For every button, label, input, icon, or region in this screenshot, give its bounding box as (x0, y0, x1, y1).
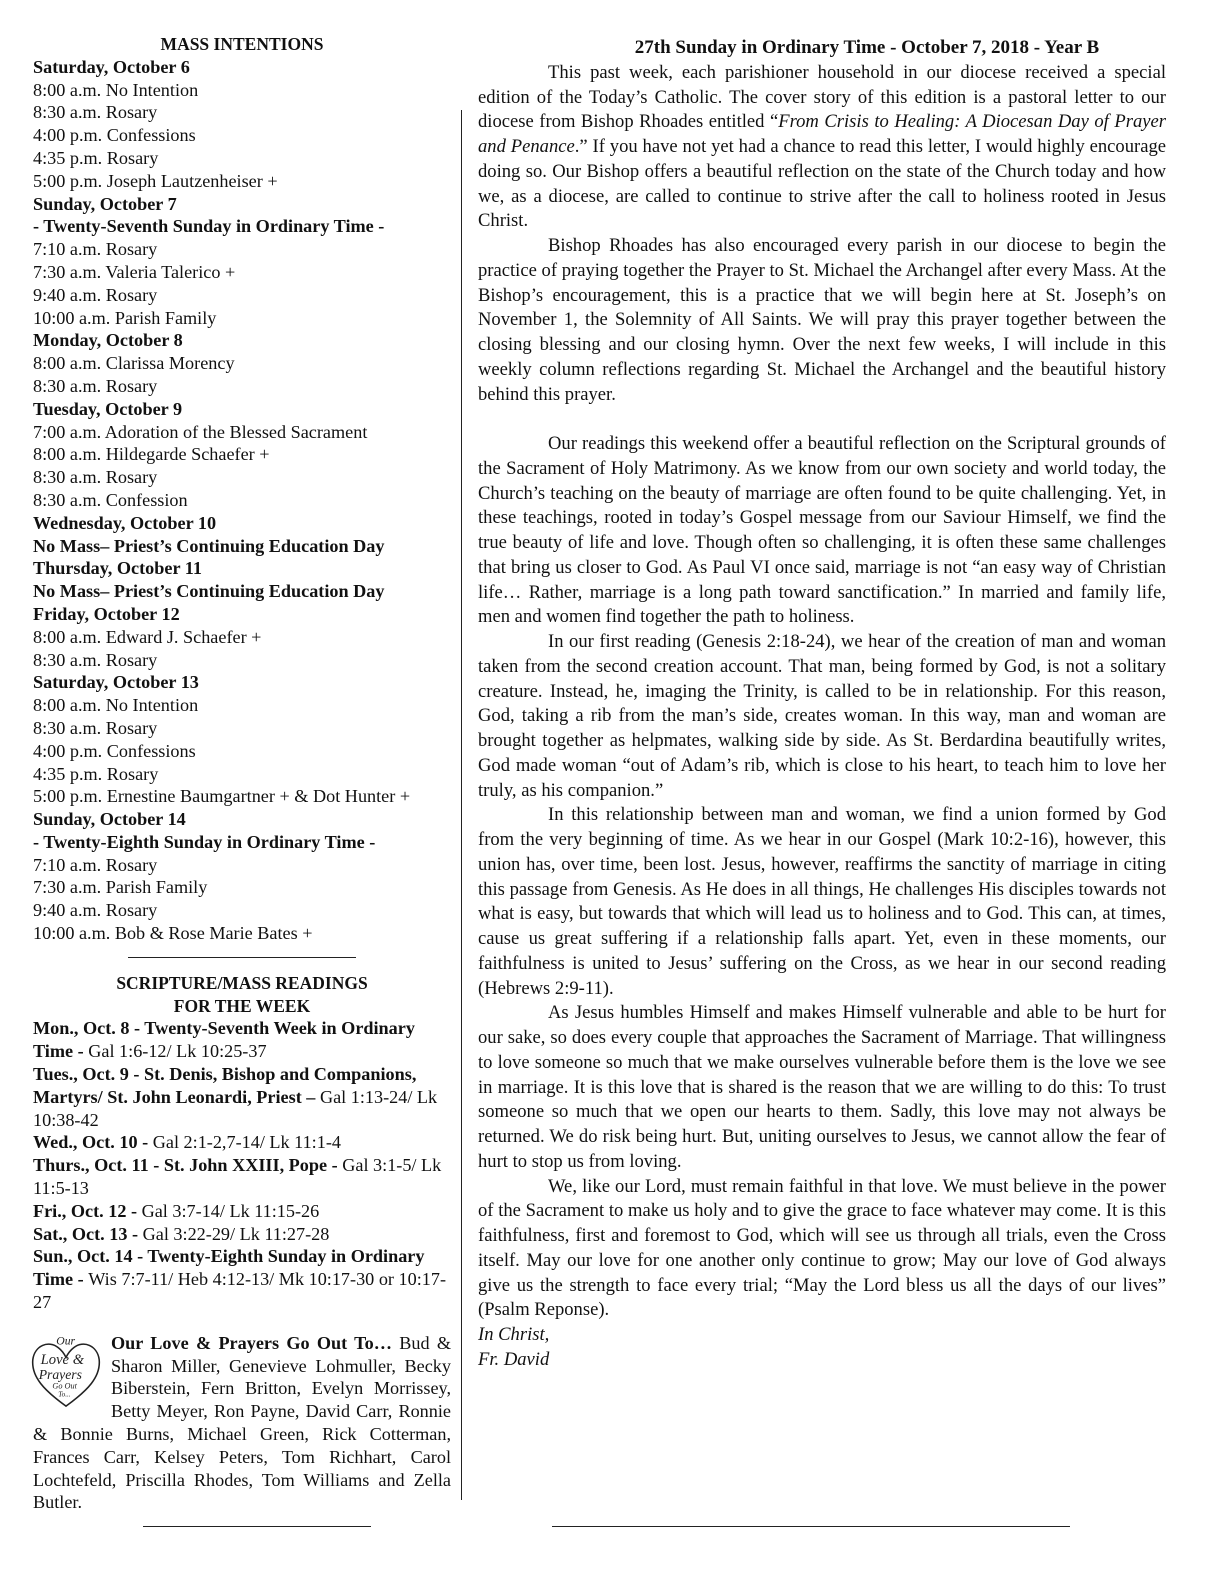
prayers-lead: Our Love & Prayers Go Out To… (111, 1332, 392, 1353)
paragraph-1-b: .” If you have not yet had a chance to read this letter, I would highly encourage doing so. Our Bishop offers a beautiful reflection on the state of the Church today and how we, as a diocese, are called to continue to strive after the call to holiness rooted in Jesus Christ. (478, 136, 1166, 232)
paragraph-2: Bishop Rhoades has also encouraged every parish in our diocese to begin the practice of praying together the Prayer to St. Michael the Archangel after every Mass. At the Bishop’s encouragement, this is a practice that we will begin here at St. Joseph’s on November 1, the Solemnity of All Saints. We will pray this prayer together between the closing blessing and our closing hymn. Over the next few weeks, I will include in this weekly column reflections regarding St. Michael the Archangel and the beautiful history behind this prayer. (478, 235, 1166, 405)
intention-entry: 8:00 a.m. Clarissa Morency (33, 353, 235, 374)
intention-heading: Sunday, October 7 (33, 193, 177, 214)
column-title: 27th Sunday in Ordinary Time - October 7, 2018 - Year B (634, 37, 1100, 58)
paragraph-7: We, like our Lord, must remain faithful in that love. We must believe in the power of the Sacrament to make us holy and to give the grace to face whatever may come. It is this faithfulness, first and foremost to God, which will see us through all trials, even the Cross itself. May our love for one another only continue to grow; May our love of God always give us the strength to face every trial; “May the Lord bless us all the days of our lives” (Psalm Reponse). (478, 1175, 1166, 1321)
reading-item (33, 1200, 451, 1223)
intention-heading: Sunday, October 14 (33, 809, 186, 830)
intention-entry: 10:00 a.m. Parish Family (33, 307, 217, 328)
logo-text-to: To... (58, 1389, 71, 1399)
right-bottom-divider (552, 1526, 1070, 1527)
reading-refs: Gal 3:1-5/ Lk 11:5-13 (33, 1155, 442, 1199)
intention-entry: 4:35 p.m. Rosary (33, 763, 159, 784)
reading-day: Mon., Oct. 8 - Twenty-Seventh Week in Ordinary Time - (33, 1018, 415, 1062)
logo-text-prayers: Prayers (38, 1366, 82, 1382)
intention-entry: 7:10 a.m. Rosary (33, 854, 158, 875)
logo-text-our: Our (56, 1334, 76, 1348)
mass-intentions-title: MASS INTENTIONS (160, 34, 324, 54)
intention-entry: 8:30 a.m. Rosary (33, 717, 158, 738)
intention-entry: 7:30 a.m. Parish Family (33, 877, 208, 898)
logo-text-go-out: Go Out (52, 1381, 77, 1391)
readings-title: SCRIPTURE/MASS READINGS (116, 972, 368, 993)
reading-day: Wed., Oct. 10 - (33, 1132, 153, 1153)
intention-heading: - Twenty-Eighth Sunday in Ordinary Time - (33, 831, 376, 852)
intention-entry: 10:00 a.m. Bob & Rose Marie Bates + (33, 923, 313, 944)
reading-item (33, 1131, 451, 1154)
reading-refs: Wis 7:7-11/ Heb 4:12-13/ Mk 10:17-30 or 10:17-27 (33, 1269, 446, 1313)
reading-item (33, 1017, 451, 1063)
love-prayers-heart-icon (27, 1334, 105, 1412)
intention-entry: 8:00 a.m. No Intention (33, 79, 199, 100)
intention-heading: Wednesday, October 10 (33, 512, 217, 533)
intention-heading: Thursday, October 11 (33, 558, 202, 579)
intention-entry: 9:40 a.m. Rosary (33, 284, 158, 305)
paragraph-4: In our first reading (Genesis 2:18-24), we hear of the creation of man and woman taken from the second creation account. That man, being formed by God, is not a solitary creature. Instead, he, imaging the Trinity, is called to be in relationship. For this reason, God, taking a rib from the man’s side, creates woman. In this way, man and woman are brought together as helpmates, walking side by side. As St. Berdardina beautifully writes, God made woman “out of Adam’s rib, which is close to his heart, to teach him to love her truly, as his companion.” (478, 631, 1166, 801)
intention-heading: Saturday, October 13 (33, 672, 199, 693)
readings-subtitle: FOR THE WEEK (173, 995, 311, 1016)
letter-title: From Crisis to Healing: A Diocesan Day of Prayer and Penance (478, 111, 1166, 157)
reading-refs: Gal 2:1-2,7-14/ Lk 11:1-4 (152, 1132, 341, 1153)
signature: Fr. David (478, 1348, 550, 1370)
reading-day: Sat., Oct. 13 - (33, 1223, 143, 1244)
intention-entry: 8:00 a.m. No Intention (33, 695, 199, 716)
intention-entry: 8:00 a.m. Hildegarde Schaefer + (33, 444, 270, 465)
reading-refs: Gal 1:6-12/ Lk 10:25-37 (88, 1041, 267, 1062)
reading-item (33, 1063, 451, 1131)
intention-heading: No Mass– Priest’s Continuing Education Day (33, 535, 385, 556)
reading-refs: Gal 3:7-14/ Lk 11:15-26 (141, 1200, 320, 1221)
intention-entry: 8:30 a.m. Rosary (33, 467, 158, 488)
intention-entry: 7:00 a.m. Adoration of the Blessed Sacrament (33, 421, 368, 442)
intention-entry: 4:00 p.m. Confessions (33, 125, 196, 146)
reading-item (33, 1223, 451, 1246)
left-bottom-divider (143, 1526, 371, 1527)
paragraph-5: In this relationship between man and woman, we find a union formed by God from the very beginning of time. As we hear in our Gospel (Mark 10:2-16), however, this union has, over time, been lost. Jesus, however, reaffirms the sanctity of marriage in citing this passage from Genesis. As He does in all things, He challenges His disciples towards not what is easy, but towards that which will lead us to holiness and to God. This can, at times, cause us great suffering if a relationship falls apart. Yet, even in these moments, our faithfulness is united to Jesus’ suffering on the Cross, as we hear in our second reading (Hebrews 2:9-11). (478, 804, 1166, 999)
prayers-names: Bud & Sharon Miller, Genevieve Lohmuller, Becky Biberstein, Fern Britton, Evelyn Morrissey, Betty Meyer, Ron Payne, David Carr, Ronnie & Bonnie Burns, Michael Green, Rick Cotterman, Frances Carr, Kelsey Peters, Tom Richhart, Carol Lochtefeld, Priscilla Rhodes, Tom Williams and Zella Butler. (33, 1332, 451, 1513)
intention-heading: Saturday, October 6 (33, 56, 190, 77)
intention-entry: 4:35 p.m. Rosary (33, 147, 159, 168)
column-divider (461, 110, 462, 1500)
intention-entry: 8:30 a.m. Confession (33, 489, 188, 510)
reading-day: Thurs., Oct. 11 - St. John XXIII, Pope - (33, 1155, 343, 1176)
reading-day: Fri., Oct. 12 - (33, 1200, 142, 1221)
paragraph-3: Our readings this weekend offer a beautiful reflection on the Scriptural grounds of the Sacrament of Holy Matrimony. As we know from our own society and world today, the Church’s teaching on the beauty of marriage are often found to be quite challenging. Yet, in these teachings, rooted in today’s Gospel message from our Saviour Himself, we find the true beauty of life and love. Though often so challenging, it is often these same challenges that bring us closer to God. As Paul VI once said, marriage is not “an easy way of Christian life… Rather, marriage is a long path toward sanctification.” In married and family life, men and women find together the path to holiness. (478, 433, 1166, 628)
logo-text-love: Love & (40, 1352, 85, 1369)
pastor-column (478, 36, 1166, 1373)
intention-entry: 8:00 a.m. Edward J. Schaefer + (33, 626, 262, 647)
closing-line: In Christ, (478, 1324, 550, 1345)
reading-item (33, 1245, 451, 1313)
paragraph-1-a: This past week, each parishioner household in our diocese received a special edition of the Today’s Catholic. The cover story of this edition is a pastoral letter to our diocese from Bishop Rhoades entitled “ (478, 61, 1166, 133)
intention-entry: 9:40 a.m. Rosary (33, 900, 158, 921)
reading-item (33, 1154, 451, 1200)
mass-intentions-list (33, 56, 451, 945)
intention-heading: Tuesday, October 9 (33, 398, 183, 419)
reading-refs: Gal 1:13-24/ Lk 10:38-42 (33, 1086, 438, 1130)
intention-entry: 5:00 p.m. Ernestine Baumgartner + & Dot Hunter + (33, 786, 411, 807)
intention-heading: Monday, October 8 (33, 330, 183, 351)
intention-entry: 4:00 p.m. Confessions (33, 740, 196, 761)
reading-day: Sun., Oct. 14 - Twenty-Eighth Sunday in Ordinary Time - (33, 1246, 425, 1290)
intention-entry: 8:30 a.m. Rosary (33, 649, 158, 670)
intention-entry: 7:30 a.m. Valeria Talerico + (33, 261, 236, 282)
readings-list (33, 1017, 451, 1313)
prayers-section (33, 1332, 451, 1514)
intention-entry: 5:00 p.m. Joseph Lautzenheiser + (33, 170, 278, 191)
reading-refs: Gal 3:22-29/ Lk 11:27-28 (142, 1223, 330, 1244)
intention-entry: 7:10 a.m. Rosary (33, 239, 158, 260)
paragraph-6: As Jesus humbles Himself and makes Himself vulnerable and able to be hurt for our sake, so does every couple that approaches the Sacrament of Marriage. That willingness to love someone so much that we make ourselves vulnerable before them is the love we see in marriage. It is this love that is shared is the reason that we are willing to do this: To trust someone so much that we open our hearts to them. Sadly, this love may not always be returned. We do risk being hurt. But, uniting ourselves to Jesus, we cannot allow the fear of hurt to stop us from loving. (478, 1002, 1166, 1172)
intention-heading: Friday, October 12 (33, 603, 180, 624)
intention-entry: 8:30 a.m. Rosary (33, 102, 158, 123)
intention-heading: No Mass– Priest’s Continuing Education Day (33, 581, 385, 602)
paragraph-1 (478, 61, 1166, 234)
left-column (33, 33, 451, 1514)
intention-entry: 8:30 a.m. Rosary (33, 375, 158, 396)
reading-day: Tues., Oct. 9 - St. Denis, Bishop and Companions, Martyrs/ St. John Leonardi, Priest – (33, 1064, 417, 1107)
intention-heading: - Twenty-Seventh Sunday in Ordinary Time - (33, 216, 385, 237)
